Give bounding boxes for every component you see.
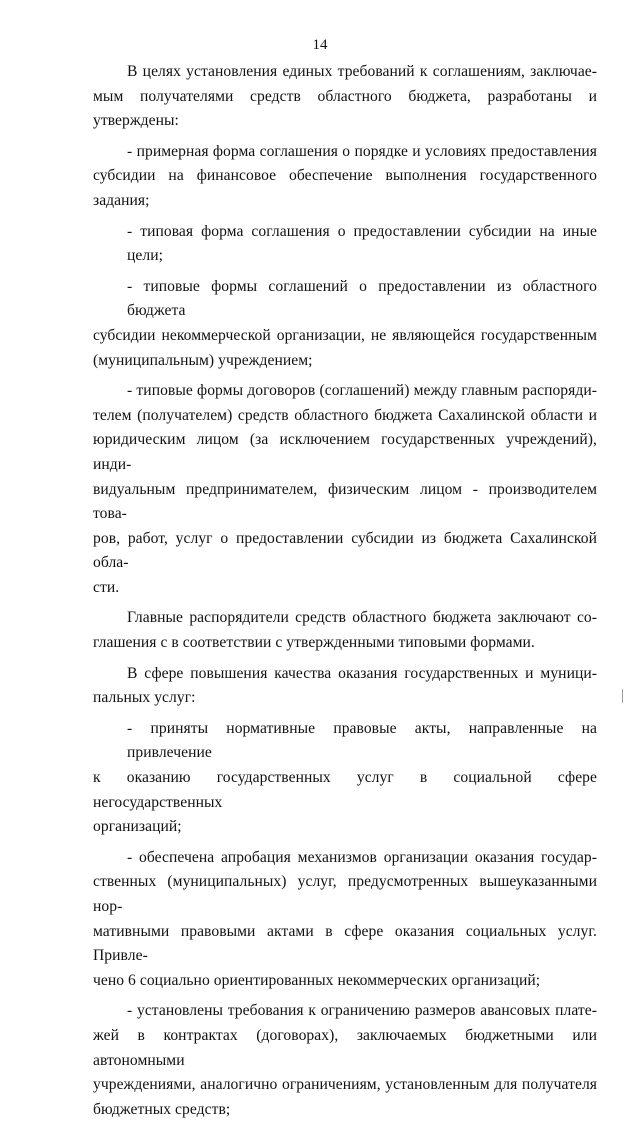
page-number: 14: [312, 37, 328, 53]
paragraph: [93, 999, 597, 1122]
text-line: чено 6 социально ориентированных некоммерческих организаций;: [93, 971, 541, 989]
text-line: видуальным предпринимателем, физическим лицом - производителем това-: [93, 480, 597, 523]
paragraph: [93, 846, 597, 994]
text-line: Главные распорядители средств областного бюджета заключают со-: [127, 609, 597, 627]
text-line: - установлены требования к ограничению размеров авансовых плате-: [127, 1002, 597, 1020]
text-line: жей в контрактах (договорах), заключаемых бюджетными или автономными: [93, 1026, 597, 1069]
text-line: ственных (муниципальных) услуг, предусмотренных вышеуказанными нор-: [93, 873, 597, 915]
paragraph: [93, 717, 597, 840]
document-body: [93, 60, 597, 1128]
paragraph: [93, 662, 597, 711]
text-line: пальных услуг:: [93, 689, 196, 707]
text-line: мативными правовыми актами в сфере оказания социальных услуг. Привле-: [93, 922, 597, 965]
text-line: глашения с в соответствии с утвержденными типовыми формами.: [93, 634, 535, 652]
paragraph: [93, 140, 597, 214]
text-line: сти.: [93, 578, 120, 596]
text-line: - обеспечена апробация механизмов организации оказания государ-: [127, 848, 597, 866]
text-line: - приняты нормативные правовые акты, направленные на привлечение: [127, 719, 597, 762]
text-line: ров, работ, услуг о предоставлении субсидии из бюджета Сахалинской обла-: [93, 529, 597, 572]
text-line: бюджетных средств;: [93, 1100, 231, 1118]
text-line: (муниципальным) учреждением;: [93, 351, 313, 369]
paragraph: [93, 220, 597, 269]
paragraph: [93, 60, 597, 134]
text-line: - типовая форма соглашения о предоставлении субсидии на иные цели;: [127, 222, 597, 265]
scan-artifact-mark: [622, 689, 623, 703]
paragraph: [93, 379, 597, 600]
text-line: - примерная форма соглашения о порядке и условиях предоставления: [127, 142, 597, 160]
paragraph: [93, 275, 597, 373]
text-line: В целях установления единых требований к соглашениям, заключае-: [127, 63, 597, 80]
text-line: юридическим лицом (за исключением государственных учреждений), инди-: [93, 431, 597, 473]
text-line: к оказанию государственных услуг в социальной сфере негосударственных: [93, 769, 597, 811]
text-line: мым получателями средств областного бюджета, разработаны и утверждены:: [93, 87, 597, 130]
text-line: - типовые формы договоров (соглашений) между главным распоряди-: [127, 382, 597, 400]
text-line: субсидии на финансовое обеспечение выполнения государственного задания;: [93, 167, 597, 209]
text-line: субсидии некоммерческой организации, не являющейся государственным: [93, 326, 597, 344]
text-line: В сфере повышения качества оказания государственных и муници-: [127, 664, 597, 682]
text-line: учреждениями, аналогично ограничениям, установленным для получателя: [93, 1076, 597, 1094]
text-line: - типовые формы соглашений о предоставлении из областного бюджета: [127, 277, 597, 320]
text-line: телем (получателем) средств областного бюджета Сахалинской области и: [93, 406, 597, 424]
paragraph: [93, 606, 597, 655]
text-line: организаций;: [93, 818, 182, 836]
